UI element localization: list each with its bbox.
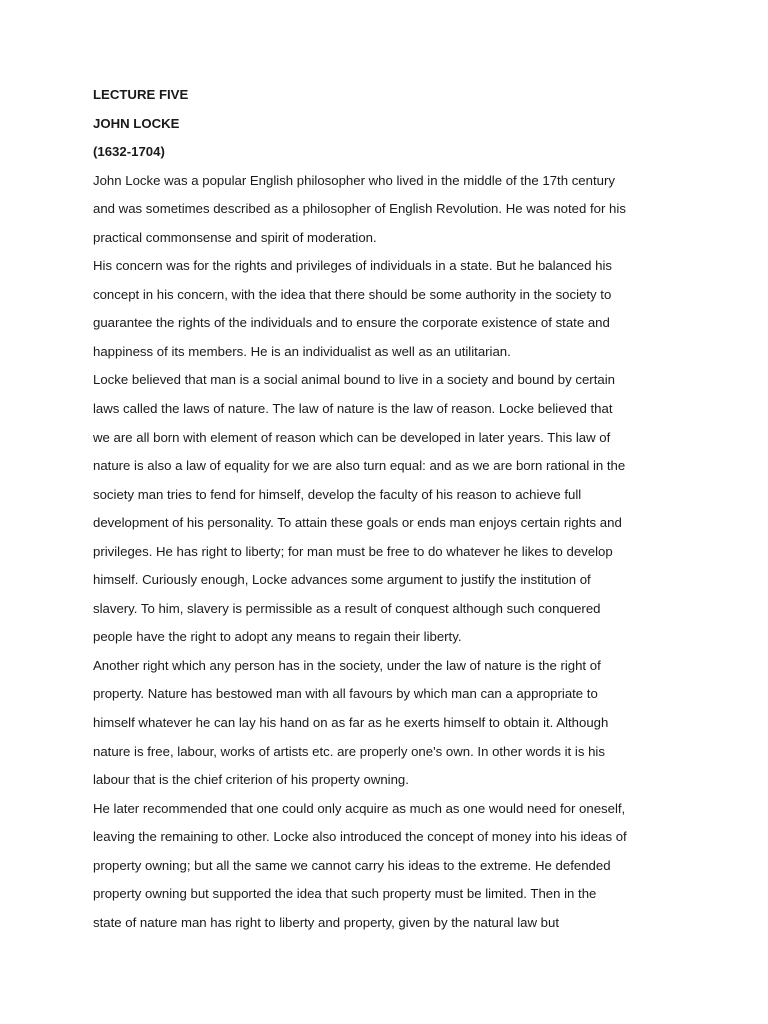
body-line: privileges. He has right to liberty; for man must be free to do whatever he likes to develop [93,543,613,559]
body-line: state of nature man has right to liberty and property, given by the natural law but [93,914,559,930]
body-line: society man tries to fend for himself, develop the faculty of his reason to achieve full [93,486,582,502]
body-line: nature is free, labour, works of artists etc. are properly one's own. In other words it is his [93,743,605,759]
body-line: himself whatever he can lay his hand on as far as he exerts himself to obtain it. Although [93,715,609,731]
body-line: labour that is the chief criterion of his property owning. [93,772,409,788]
life-dates: (1632-1704) [93,144,165,160]
body-line: nature is also a law of equality for we are also turn equal: and as we are born rational in the [93,458,626,474]
body-line: slavery. To him, slavery is permissible as a result of conquest although such conquered [93,600,601,616]
body-line: His concern was for the rights and privileges of individuals in a state. But he balanced his [93,258,612,274]
body-line: Another right which any person has in the society, under the law of nature is the right of [93,657,601,673]
body-line: development of his personality. To attain these goals or ends man enjoys certain rights and [93,515,622,531]
body-line: leaving the remaining to other. Locke also introduced the concept of money into his ideas of [93,829,627,845]
body-line: and was sometimes described as a philosopher of English Revolution. He was noted for his [93,201,626,217]
body-line: Locke believed that man is a social animal bound to live in a society and bound by certain [93,372,615,388]
body-line: we are all born with element of reason which can be developed in later years. This law of [93,429,611,445]
body-line: practical commonsense and spirit of moderation. [93,229,377,245]
body-line: John Locke was a popular English philosopher who lived in the middle of the 17th century [93,172,615,188]
document-content [93,85,653,941]
body-line: property. Nature has bestowed man with all favours by which man can a appropriate to [93,686,598,702]
philosopher-name: JOHN LOCKE [93,115,180,131]
lecture-heading: LECTURE FIVE [93,87,189,102]
body-line: He later recommended that one could only acquire as much as one would need for oneself, [93,800,626,816]
body-line: property owning but supported the idea that such property must be limited. Then in the [93,886,597,902]
body-line: himself. Curiously enough, Locke advances some argument to justify the institution of [93,572,591,588]
body-line: people have the right to adopt any means to regain their liberty. [93,629,462,645]
body-line: guarantee the rights of the individuals and to ensure the corporate existence of state and [93,315,610,331]
body-line: concept in his concern, with the idea that there should be some authority in the society to [93,286,612,302]
body-line: happiness of its members. He is an individualist as well as an utilitarian. [93,343,511,359]
body-line: property owning; but all the same we cannot carry his ideas to the extreme. He defended [93,857,611,873]
body-line: laws called the laws of nature. The law of nature is the law of reason. Locke believed that [93,401,613,417]
